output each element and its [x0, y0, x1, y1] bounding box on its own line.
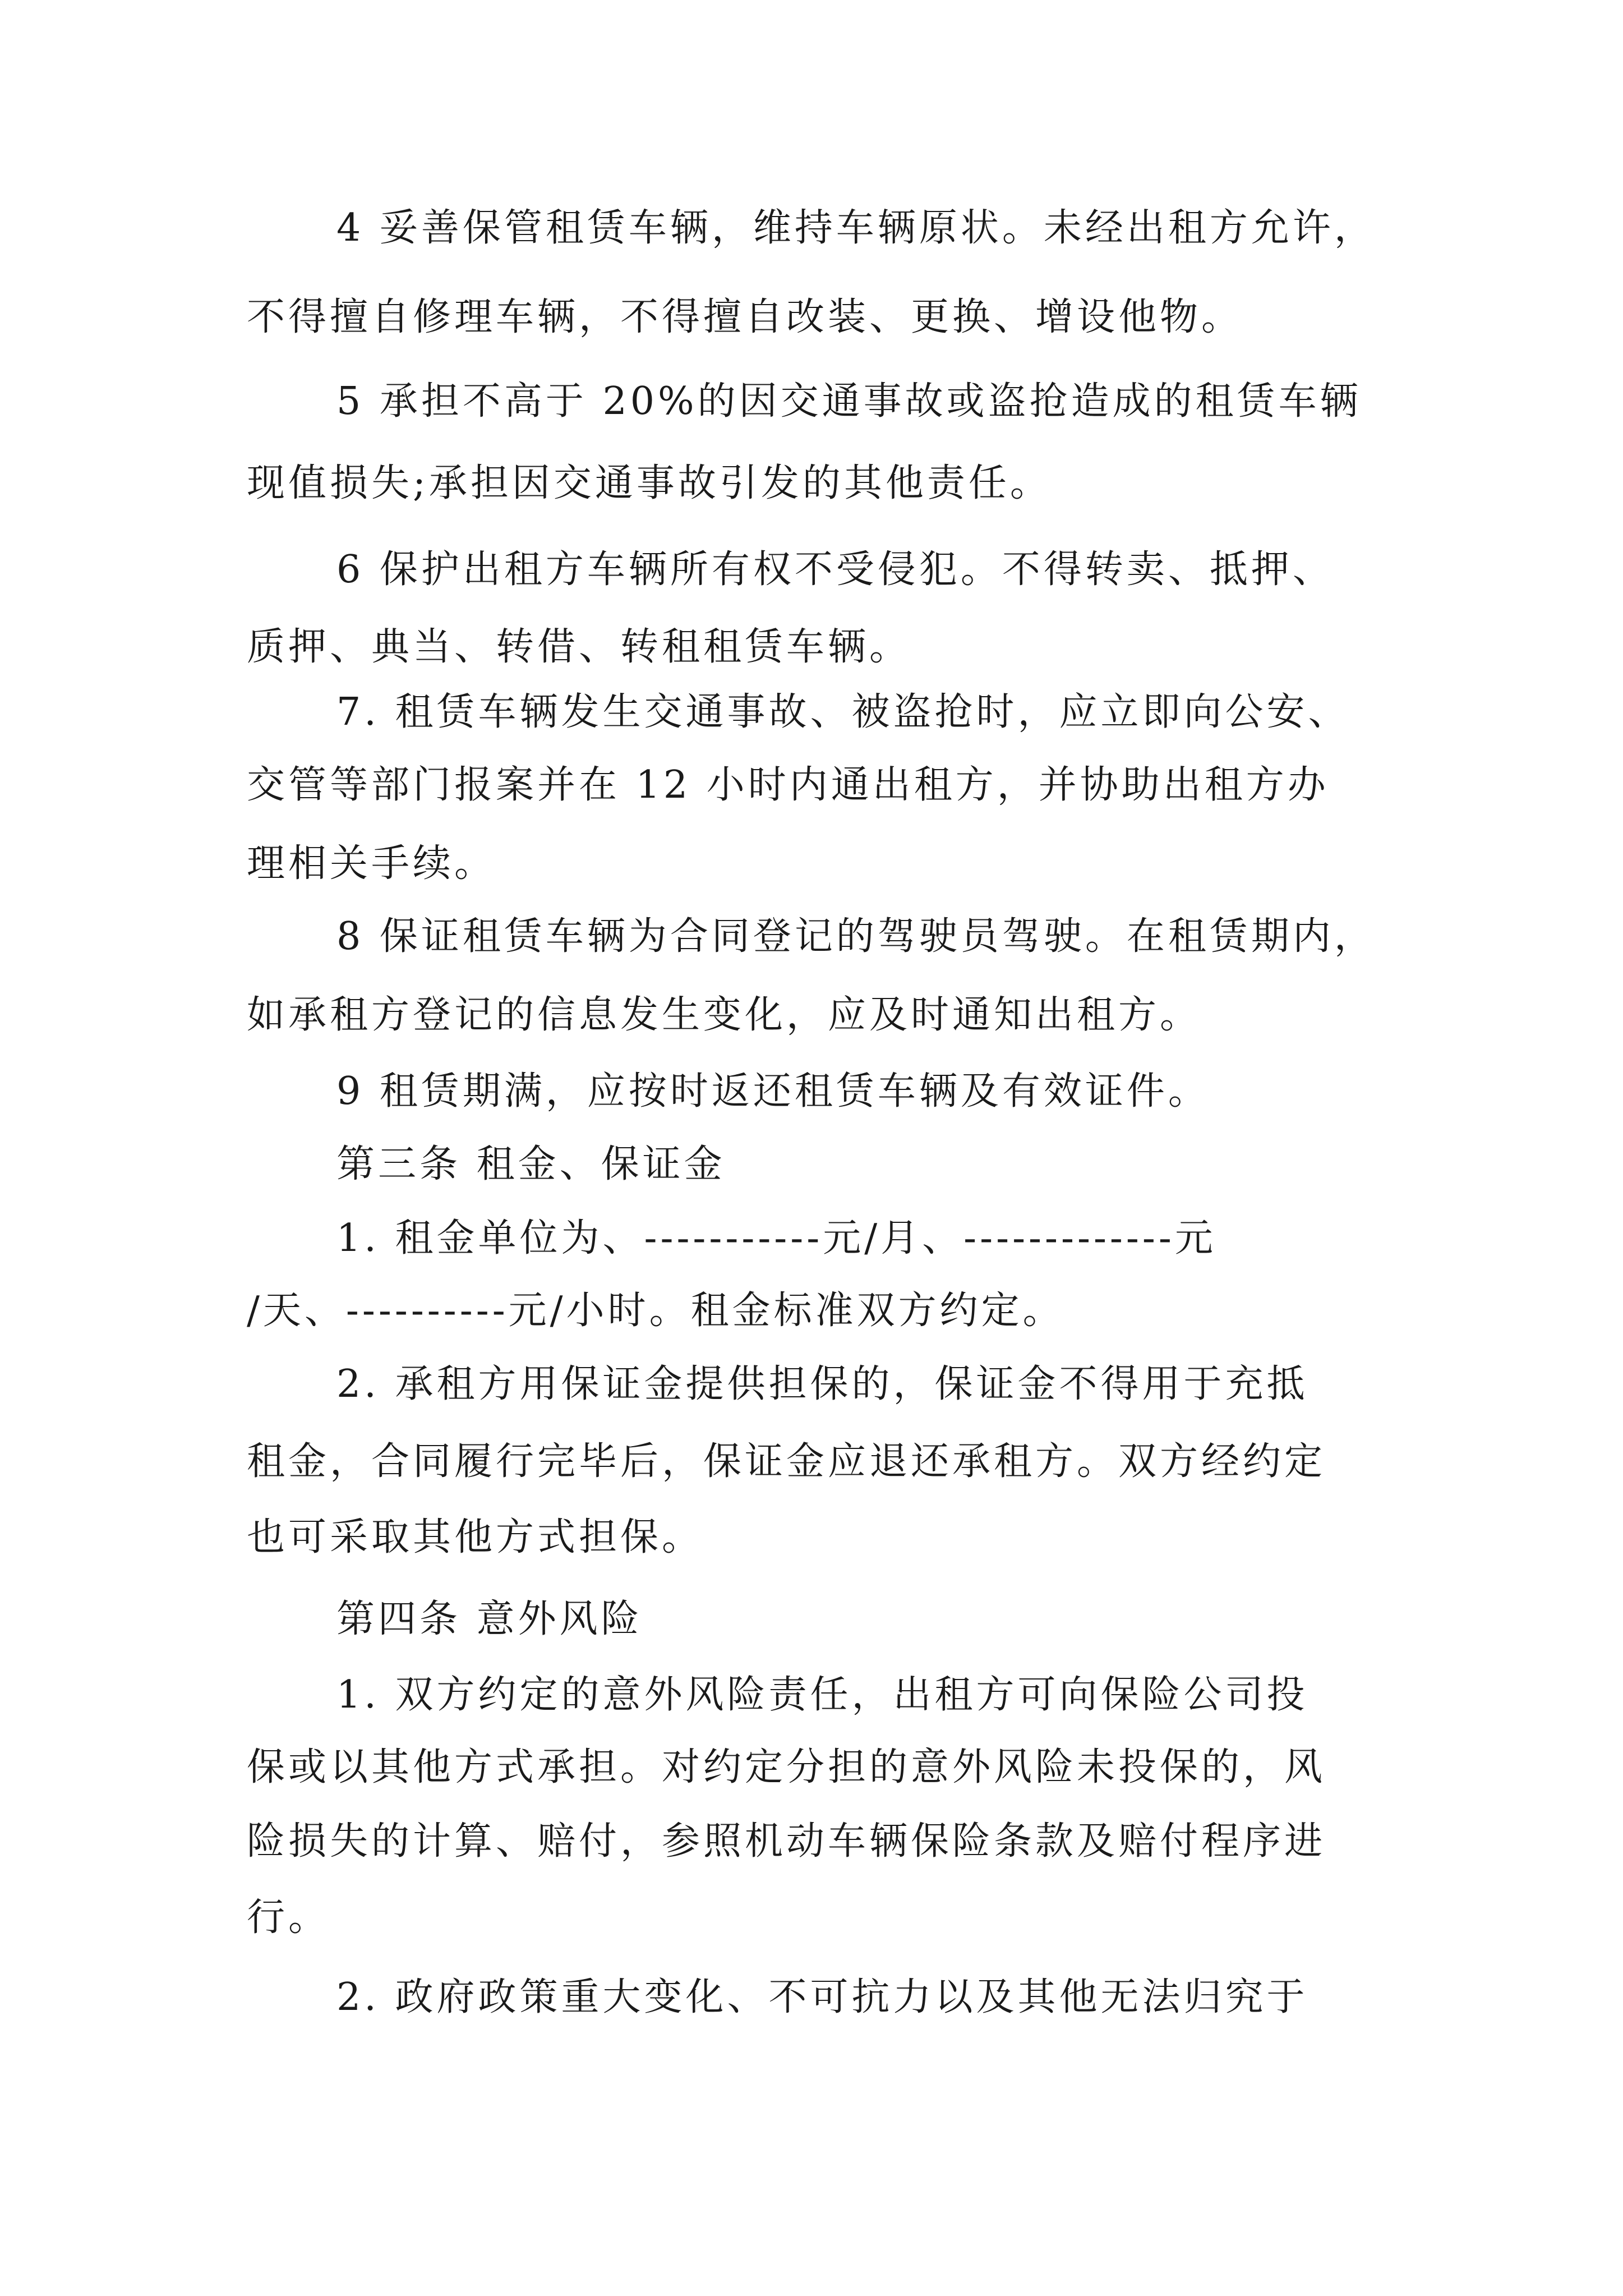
- text-line: 2. 承租方用保证金提供担保的，保证金不得用于充抵: [336, 1362, 1308, 1406]
- text-line: 不得擅自修理车辆，不得擅自改装、更换、增设他物。: [247, 295, 1243, 339]
- text-line: 也可采取其他方式担保。: [247, 1515, 704, 1559]
- text-line: 现值损失;承担因交通事故引发的其他责任。: [247, 461, 1052, 505]
- text-line: 保或以其他方式承担。对约定分担的意外风险未投保的，风: [247, 1745, 1326, 1789]
- text-line: 6 保护出租方车辆所有权不受侵犯。不得转卖、抵押、: [336, 547, 1334, 592]
- section-heading: 第三条 租金、保证金: [336, 1142, 726, 1186]
- text-line: 7. 租赁车辆发生交通事故、被盗抢时，应立即向公安、: [336, 690, 1350, 734]
- text-line: 8 保证租赁车辆为合同登记的驾驶员驾驶。在租赁期内，: [336, 914, 1376, 959]
- text-line: 交管等部门报案并在 12 小时内通出租方，并协助出租方办: [247, 763, 1329, 807]
- text-line: 4 妥善保管租赁车辆，维持车辆原状。未经出租方允许，: [336, 206, 1376, 250]
- text-line: 理相关手续。: [247, 841, 496, 886]
- text-line: 如承租方登记的信息发生变化，应及时通知出租方。: [247, 993, 1202, 1037]
- text-line: 租金，合同履行完毕后，保证金应退还承租方。双方经约定: [247, 1439, 1326, 1484]
- text-line: 2. 政府政策重大变化、不可抗力以及其他无法归究于: [336, 1975, 1308, 2019]
- text-line: 5 承担不高于 20%的因交通事故或盗抢造成的租赁车辆: [336, 379, 1362, 424]
- text-line: /天、----------元/小时。租金标准双方约定。: [247, 1289, 1064, 1333]
- section-heading: 第四条 意外风险: [336, 1597, 643, 1641]
- text-line: 1. 租金单位为、-----------元/月、-------------元: [336, 1216, 1216, 1260]
- text-line: 1. 双方约定的意外风险责任，出租方可向保险公司投: [336, 1673, 1308, 1717]
- text-line: 质押、典当、转借、转租租赁车辆。: [247, 625, 911, 669]
- text-line: 行。: [247, 1895, 330, 1940]
- text-line: 险损失的计算、赔付，参照机动车辆保险条款及赔付程序进: [247, 1819, 1326, 1864]
- text-line: 9 租赁期满，应按时返还租赁车辆及有效证件。: [336, 1069, 1210, 1114]
